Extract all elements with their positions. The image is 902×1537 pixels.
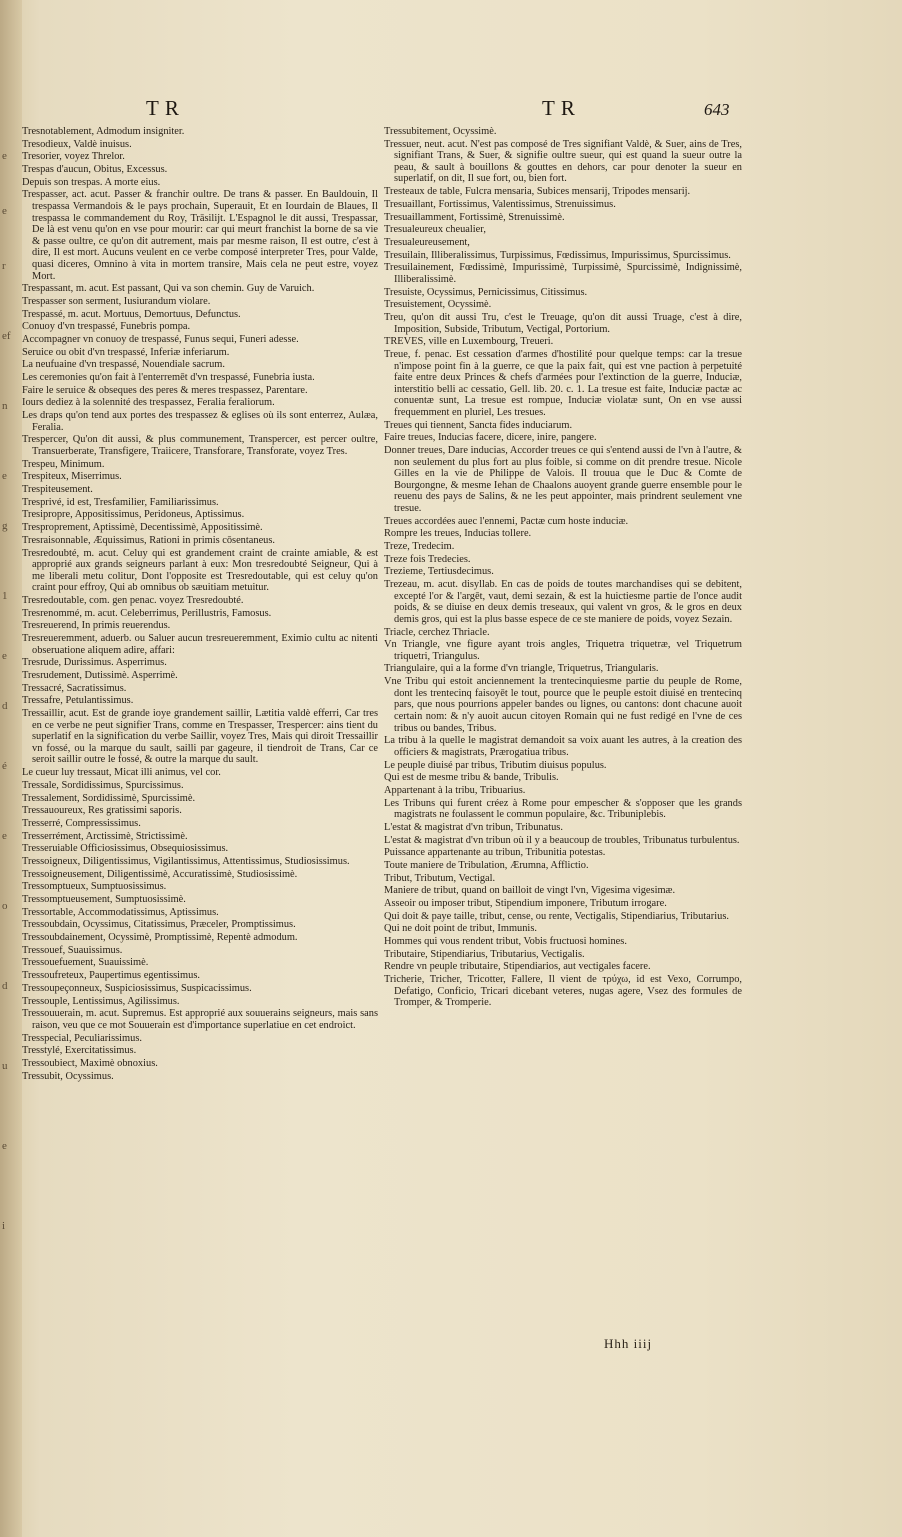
dictionary-entry: L'estat & magistrat d'vn tribun où il y a beaucoup de troubles, Tribunatus turbulentus.	[384, 834, 740, 846]
dictionary-entry: Qui est de mesme tribu & bande, Tribulis.	[384, 772, 559, 784]
gutter-letter: e	[2, 470, 7, 482]
gutter-letter: d	[2, 700, 8, 712]
dictionary-entry: Trespasser son serment, Iusiurandum violare.	[22, 295, 211, 307]
dictionary-entry: Toute maniere de Tribulation, Ærumna, Afflictio.	[384, 859, 589, 871]
page-number: 643	[704, 100, 730, 119]
dictionary-entry: Tresreueremment, aduerb. ou Saluer aucun tresreueremment, Eximio cultu ac nitenti obseruatione aliquem adire, affari:	[22, 633, 378, 656]
dictionary-entry: Tresodieux, Valdè inuisus.	[22, 138, 132, 150]
dictionary-entry: Tressoigneusement, Diligentissimè, Accuratissimè, Studiosissimè.	[22, 868, 298, 880]
dictionary-entry: Puissance appartenante au tribun, Tribunitia potestas.	[384, 847, 606, 859]
dictionary-entry: Tressafre, Petulantissimus.	[22, 695, 134, 707]
dictionary-entry: Triacle, cerchez Thriacle.	[384, 626, 490, 638]
dictionary-entry: Tressoubiect, Maximè obnoxius.	[22, 1057, 158, 1069]
dictionary-entry: Les ceremonies qu'on fait à l'enterremēt d'vn trespassé, Funebria iusta.	[22, 372, 315, 384]
dictionary-entry: Tresproprement, Aptissimè, Decentissimè, Appositissimè.	[22, 522, 263, 534]
dictionary-entry: Tresrudement, Dutissimè. Asperrimè.	[22, 670, 178, 682]
gutter-letter: d	[2, 980, 8, 992]
dictionary-entry: Les Tribuns qui furent créez à Rome pour empescher & s'opposer que les grands magistrats ne foulassent le commun populaire, &c. Tribuniplebis.	[384, 797, 742, 821]
dictionary-entry: Tresraisonnable, Æquissimus, Rationi in primis cōsentaneus.	[22, 534, 276, 546]
dictionary-entry: Tressacré, Sacratissimus.	[22, 682, 127, 694]
dictionary-entry: Tressoubdainement, Ocyssimè, Promptissimè, Repentè admodum.	[22, 932, 298, 944]
dictionary-entry: Seruice ou obit d'vn trespassé, Inferiæ inferiarum.	[22, 346, 230, 358]
dictionary-entry: Tressouuerain, m. acut. Supremus. Est approprié aux souuerains seigneurs, mais sans raison, veu que ce mot Souuerain est d'importance superlatiue en cet endroict.	[22, 1008, 378, 1031]
dictionary-entry: La tribu à la quelle le magistrat demandoit sa voix auant les autres, à la creation des officiers & magistrats, Prærogatiua tribus.	[384, 735, 742, 758]
dictionary-entry: Tressale, Sordidissimus, Spurcissimus.	[22, 779, 184, 791]
gutter-letter: e	[2, 1140, 7, 1152]
dictionary-entry: Tresserré, Compressissimus.	[22, 817, 141, 829]
dictionary-entry: Faire le seruice & obseques des peres & meres trespassez, Parentare.	[22, 384, 308, 396]
dictionary-entry: Depuis son trespas. A morte eius.	[22, 176, 161, 188]
dictionary-entry: Tresualeureux cheualier,	[384, 224, 486, 236]
dictionary-entry: Faire treues, Inducias facere, dicere, inire, pangere.	[384, 432, 597, 444]
dictionary-entry: Trespas d'aucun, Obitus, Excessus.	[22, 164, 168, 176]
dictionary-entry: Le peuple diuisé par tribus, Tributim diuisus populus.	[384, 759, 607, 771]
dictionary-entry: Tributaire, Stipendiarius, Tributarius, Vectigalis.	[384, 948, 585, 960]
dictionary-entry: Trespeu, Minimum.	[22, 458, 105, 470]
dictionary-entry: Accompagner vn conuoy de trespassé, Funus sequi, Funeri adesse.	[22, 334, 299, 346]
gutter-letter: o	[2, 900, 8, 912]
dictionary-entry: Conuoy d'vn trespassé, Funebris pompa.	[22, 321, 191, 333]
dictionary-entry: Treues qui tiennent, Sancta fides induciarum.	[384, 419, 573, 431]
catchword: Hhh iiij	[604, 1336, 653, 1351]
dictionary-entry: Tressauoureux, Res gratissimi saporis.	[22, 805, 182, 817]
gutter-letter: i	[2, 1220, 6, 1232]
dictionary-entry: L'estat & magistrat d'vn tribun, Tribunatus.	[384, 821, 563, 833]
dictionary-entry: Hommes qui vous rendent tribut, Vobis fructuosi homines.	[384, 936, 627, 948]
dictionary-entry: Tresredoubté, m. acut. Celuy qui est grandement craint de crainte amiable, & est approprié aux grands seigneurs parlant à eux: Mon tresredoubté Seigneur, Qui à me liberali metu colitur, Dont l'opposite est Tresredoutable, qui est celuy qu'on craint pour effroy, Qui ab omnibus ob sæuitiam metuitur.	[22, 547, 378, 594]
running-head-right: TR	[542, 96, 581, 120]
gutter-letter: e	[2, 205, 7, 217]
dictionary-entry: Tressomptueusement, Sumptuosissimè.	[22, 894, 186, 906]
dictionary-entry: Tressubitement, Ocyssimè.	[384, 126, 497, 137]
dictionary-entry: Iours dediez à la solennité des trespassez, Feralia feraliorum.	[22, 397, 275, 409]
dictionary-entry: Vn Triangle, vne figure ayant trois angles, Triquetra triquetræ, vel Triquetrum triquetri, Triangulus.	[384, 639, 742, 662]
dictionary-entry: Treues accordées auec l'ennemi, Pactæ cum hoste induciæ.	[384, 515, 629, 527]
dictionary-entry: Tresipropre, Appositissimus, Peridoneus, Aptissimus.	[22, 509, 245, 521]
dictionary-entry: Triangulaire, qui a la forme d'vn triangle, Triquetrus, Triangularis.	[384, 663, 659, 675]
dictionary-entry: Tressoufreteux, Paupertimus egentissimus.	[22, 970, 200, 982]
dictionary-entry: Tresseruiable Officiosissimus, Obsequiosissimus.	[22, 843, 229, 855]
dictionary-entry: Treue, f. penac. Est cessation d'armes d'hostilité pour quelque temps: car la tresue n'impose point fin à la guerre, ce que la paix fait, qui est vne paction à perpetuité faite entre deux Princes & chefs d'armées pour l'extinction de la guerre, Induciæ, interstitio belli ac cessatio, Gell. lib. 20. c. 1. La tresue est faite, Induciæ pactæ ac conuentæ sunt, La tresue est rompue, Induciæ violatæ sunt, On en vse aussi frequemment en pluriel, Les tresues.	[384, 348, 742, 418]
dictionary-entry: Trespiteux, Miserrimus.	[22, 471, 122, 483]
page-gutter	[0, 0, 22, 1537]
dictionary-entry: Tressuer, neut. acut. N'est pas composé de Tres signifiant Valdè, & Suer, ains de Tres, signifiant Trans, & Suer, & signifie oultre sueur, qui est quand la sueur outre la peau, & sault à bouillons & gouttes en dehors, car pour denoter la sueur en superlatif, on dit, Il sue fort, ou, bien fort.	[384, 138, 742, 185]
dictionary-entry: Trespercer, Qu'on dit aussi, & plus communement, Transpercer, est percer oultre, Transuerberate, Transfigere, Traiicere, Transforare, Transforate, voyez Tres.	[22, 434, 378, 458]
dictionary-entry: Trespassé, m. acut. Mortuus, Demortuus, Defunctus.	[22, 308, 241, 320]
dictionary-entry: Rendre vn peuple tributaire, Stipendiarios, aut vectigales facere.	[384, 961, 651, 973]
dictionary-entry: Asseoir ou imposer tribut, Stipendium imponere, Tributum irrogare.	[384, 897, 667, 909]
dictionary-entry: Tressaillir, acut. Est de grande ioye grandement saillir, Lætitia valdè efferri, Car tres en ce verbe ne peut signifier Trans, comme en Trespasser, Trespercer: ains tient du superlatif en la signification du verbe Saillir, voyez Tres, Mais qui diroit Tressaillir vn fossé, ou la marque du sault, sailli par gageure, il tiendroit de Trans, Car ce seroit saillir outre le fossé, & outre la marque du sault.	[22, 708, 378, 766]
dictionary-entry: Tresspecial, Peculiarissimus.	[22, 1032, 142, 1044]
dictionary-entry: Tresstylé, Exercitatissimus.	[22, 1045, 137, 1057]
dictionary-entry: Tresuistement, Ocyssimè.	[384, 299, 492, 311]
dictionary-entry: Tresserrément, Arctissimè, Strictissimè.	[22, 830, 188, 842]
dictionary-entry: La neufuaine d'vn trespassé, Nouendiale sacrum.	[22, 359, 225, 371]
dictionary-entry: Tribut, Tributum, Vectigal.	[384, 872, 496, 884]
dictionary-entry: Trezeau, m. acut. disyllab. En cas de poids de toutes marchandises qui se debitent, excepté l'or & l'argēt, vaut, demi sezain, & est la huictiesme partie de l'once audit poids, & se diuise en deux demis treseaux, qui valent vn gros, & le gros en deux demis gros, qui est la plus basse espece de ce ste maniere de poids, voyez Sezain.	[384, 579, 742, 625]
dictionary-entry: Tricherie, Tricher, Tricotter, Fallere, Il vient de τρύχω, id est Vexo, Corrumpo, Defatigo, Conficio, Tricari dicebant veteres, nugas agere, Vsez des formules de Tromper, & Tromperie.	[384, 974, 742, 1009]
gutter-letter: u	[2, 1060, 8, 1072]
gutter-letter: e	[2, 830, 7, 842]
running-head-left: TR	[146, 96, 185, 120]
dictionary-entry: Tressomptueux, Sumptuosissimus.	[22, 881, 167, 893]
dictionary-entry: Trespiteusement.	[22, 484, 93, 496]
dictionary-entry: Tressalement, Sordidissimè, Spurcissimè.	[22, 792, 196, 804]
left-column	[22, 126, 378, 1083]
dictionary-entry: Tresnotablement, Admodum insigniter.	[22, 126, 185, 137]
dictionary-entry: Tresteaux de table, Fulcra mensaria, Subices mensarij, Tripodes mensarij.	[384, 186, 691, 198]
gutter-letter: ef	[2, 330, 11, 342]
gutter-letter: é	[2, 760, 7, 772]
gutter-letter: r	[2, 260, 6, 272]
dictionary-entry: Tressouple, Lentissimus, Agilissimus.	[22, 995, 180, 1007]
dictionary-entry: Tresuaillamment, Fortissimè, Strenuissimè.	[384, 211, 565, 223]
dictionary-entry: Tresuiste, Ocyssimus, Pernicissimus, Citissimus.	[384, 286, 588, 298]
dictionary-entry: Tressortable, Accommodatissimus, Aptissimus.	[22, 906, 219, 918]
dictionary-entry: Tresuilainement, Fœdissimè, Impurissimè, Turpissimè, Spurcissimè, Indignissimè, Illiberalissimè.	[384, 262, 742, 285]
dictionary-entry: Tresprivé, id est, Tresfamilier, Familiarissimus.	[22, 496, 219, 508]
dictionary-entry: Maniere de tribut, quand on bailloit de vingt l'vn, Vigesima vigesimæ.	[384, 885, 676, 897]
dictionary-entry: Appartenant à la tribu, Tribuarius.	[384, 784, 526, 796]
dictionary-entry: Tresorier, voyez Threlor.	[22, 151, 125, 163]
dictionary-entry: Rompre les treues, Inducias tollere.	[384, 528, 532, 540]
dictionary-entry: Qui ne doit point de tribut, Immunis.	[384, 923, 537, 935]
dictionary-entry: Le cueur luy tressaut, Micat illi animus, vel cor.	[22, 767, 221, 779]
right-column	[384, 126, 742, 1010]
dictionary-entry: Treu, qu'on dit aussi Tru, c'est le Treuage, qu'on dit aussi Truage, c'est à dire, Imposition, Subside, Tributum, Vectigal, Portorium.	[384, 311, 742, 335]
gutter-letter: e	[2, 150, 7, 162]
gutter-letter: n	[2, 400, 8, 412]
dictionary-entry: Donner treues, Dare inducias, Accorder treues ce qui s'entend aussi de l'vn à l'autre, & non seulement du plus fort au plus foible, si comme on dit prendre tresue. Nicole Gilles en la vie de Philippe de Valois. Il trouua que le Duc & Comte de Bourgongne, & mesme Iehan de Chaalons auoyent grande guerre ensemble pour le reuenu des pays de Salins, & ne les peut appointer, mais prindrent seulement vne tresue.	[384, 444, 742, 514]
dictionary-entry: Trezieme, Tertiusdecimus.	[384, 566, 494, 578]
dictionary-entry: Qui doit & paye taille, tribut, cense, ou rente, Vectigalis, Stipendiarius, Tributarius.	[384, 910, 729, 922]
dictionary-entry: Tressoigneux, Diligentissimus, Vigilantissimus, Attentissimus, Studiosissimus.	[22, 855, 350, 867]
dictionary-entry: Tresuilain, Illiberalissimus, Turpissimus, Fœdissimus, Impurissimus, Spurcissimus.	[384, 249, 731, 261]
gutter-letter: 1	[2, 590, 8, 602]
dictionary-entry: Treze fois Tredecies.	[384, 553, 471, 565]
dictionary-entry: Trespassant, m. acut. Est passant, Qui va son chemin. Guy de Varuich.	[22, 283, 315, 295]
dictionary-entry: Tressubit, Ocyssimus.	[22, 1070, 114, 1082]
dictionary-entry: Tresrenommé, m. acut. Celeberrimus, Perillustris, Famosus.	[22, 607, 272, 619]
dictionary-entry: TREVES, ville en Luxembourg, Treueri.	[384, 336, 554, 348]
dictionary-entry: Treze, Tredecim.	[384, 540, 455, 552]
dictionary-entry: Trespasser, act. acut. Passer & franchir oultre. De trans & passer. En Bauldouin, Il trespassa Vermandois & le pays prochain, Superauit, Et en Iourdain de Blaues, Il trespassa le commandement du Roy, Trāsilijt. L'Espagnol le dit aussi, Trespassar, De là est venu qu'on en vse pour mourir: car qui meurt franchist la borne de sa vie & passe oultre, ce qu'on dit autrement, mais par mesme raison, Il est outre, c'est à dire, Il est mort. Aucuns veulent en ce verbe composé interpreter Tres, pour Valde, quasi diceres, Omnino à vita in mortem transire, Mais cela ne peut estre, voyez Mort.	[22, 189, 378, 282]
dictionary-entry: Tresredoutable, com. gen penac. voyez Tresredoubté.	[22, 595, 244, 606]
dictionary-entry: Tressouef, Suauissimus.	[22, 944, 123, 956]
dictionary-entry: Vne Tribu qui estoit anciennement la trentecinquiesme partie du peuple de Rome, dont les trentecinq faisoyēt le tout, pource que le peuple estoit diuisé en trentecinq pars, que nous pourrions appeler bandes ou lignes, ou cantons: dont chacune auoit certain nom: & n'y auoit aucun citoyen Romain qui ne fust redigé en l'vne de ces tribus ou bandes, Tribus.	[384, 676, 742, 734]
gutter-letter: g	[2, 520, 8, 532]
dictionary-entry: Tresreuerend, In primis reuerendus.	[22, 620, 171, 632]
dictionary-entry: Tresualeureusement,	[384, 236, 470, 248]
dictionary-entry: Tressoubdain, Ocyssimus, Citatissimus, Præceler, Promptissimus.	[22, 919, 296, 931]
dictionary-entry: Tresrude, Durissimus. Asperrimus.	[22, 657, 167, 669]
gutter-letter: e	[2, 650, 7, 662]
dictionary-entry: Tressouefuement, Suauissimè.	[22, 957, 149, 969]
dictionary-entry: Tresuaillant, Fortissimus, Valentissimus, Strenuissimus.	[384, 198, 616, 210]
dictionary-entry: Tressoupeçonneux, Suspiciosissimus, Suspicacissimus.	[22, 982, 252, 994]
dictionary-entry: Les draps qu'on tend aux portes des trespassez & eglises où ils sont enterrez, Aulæa, Feralia.	[22, 410, 378, 433]
